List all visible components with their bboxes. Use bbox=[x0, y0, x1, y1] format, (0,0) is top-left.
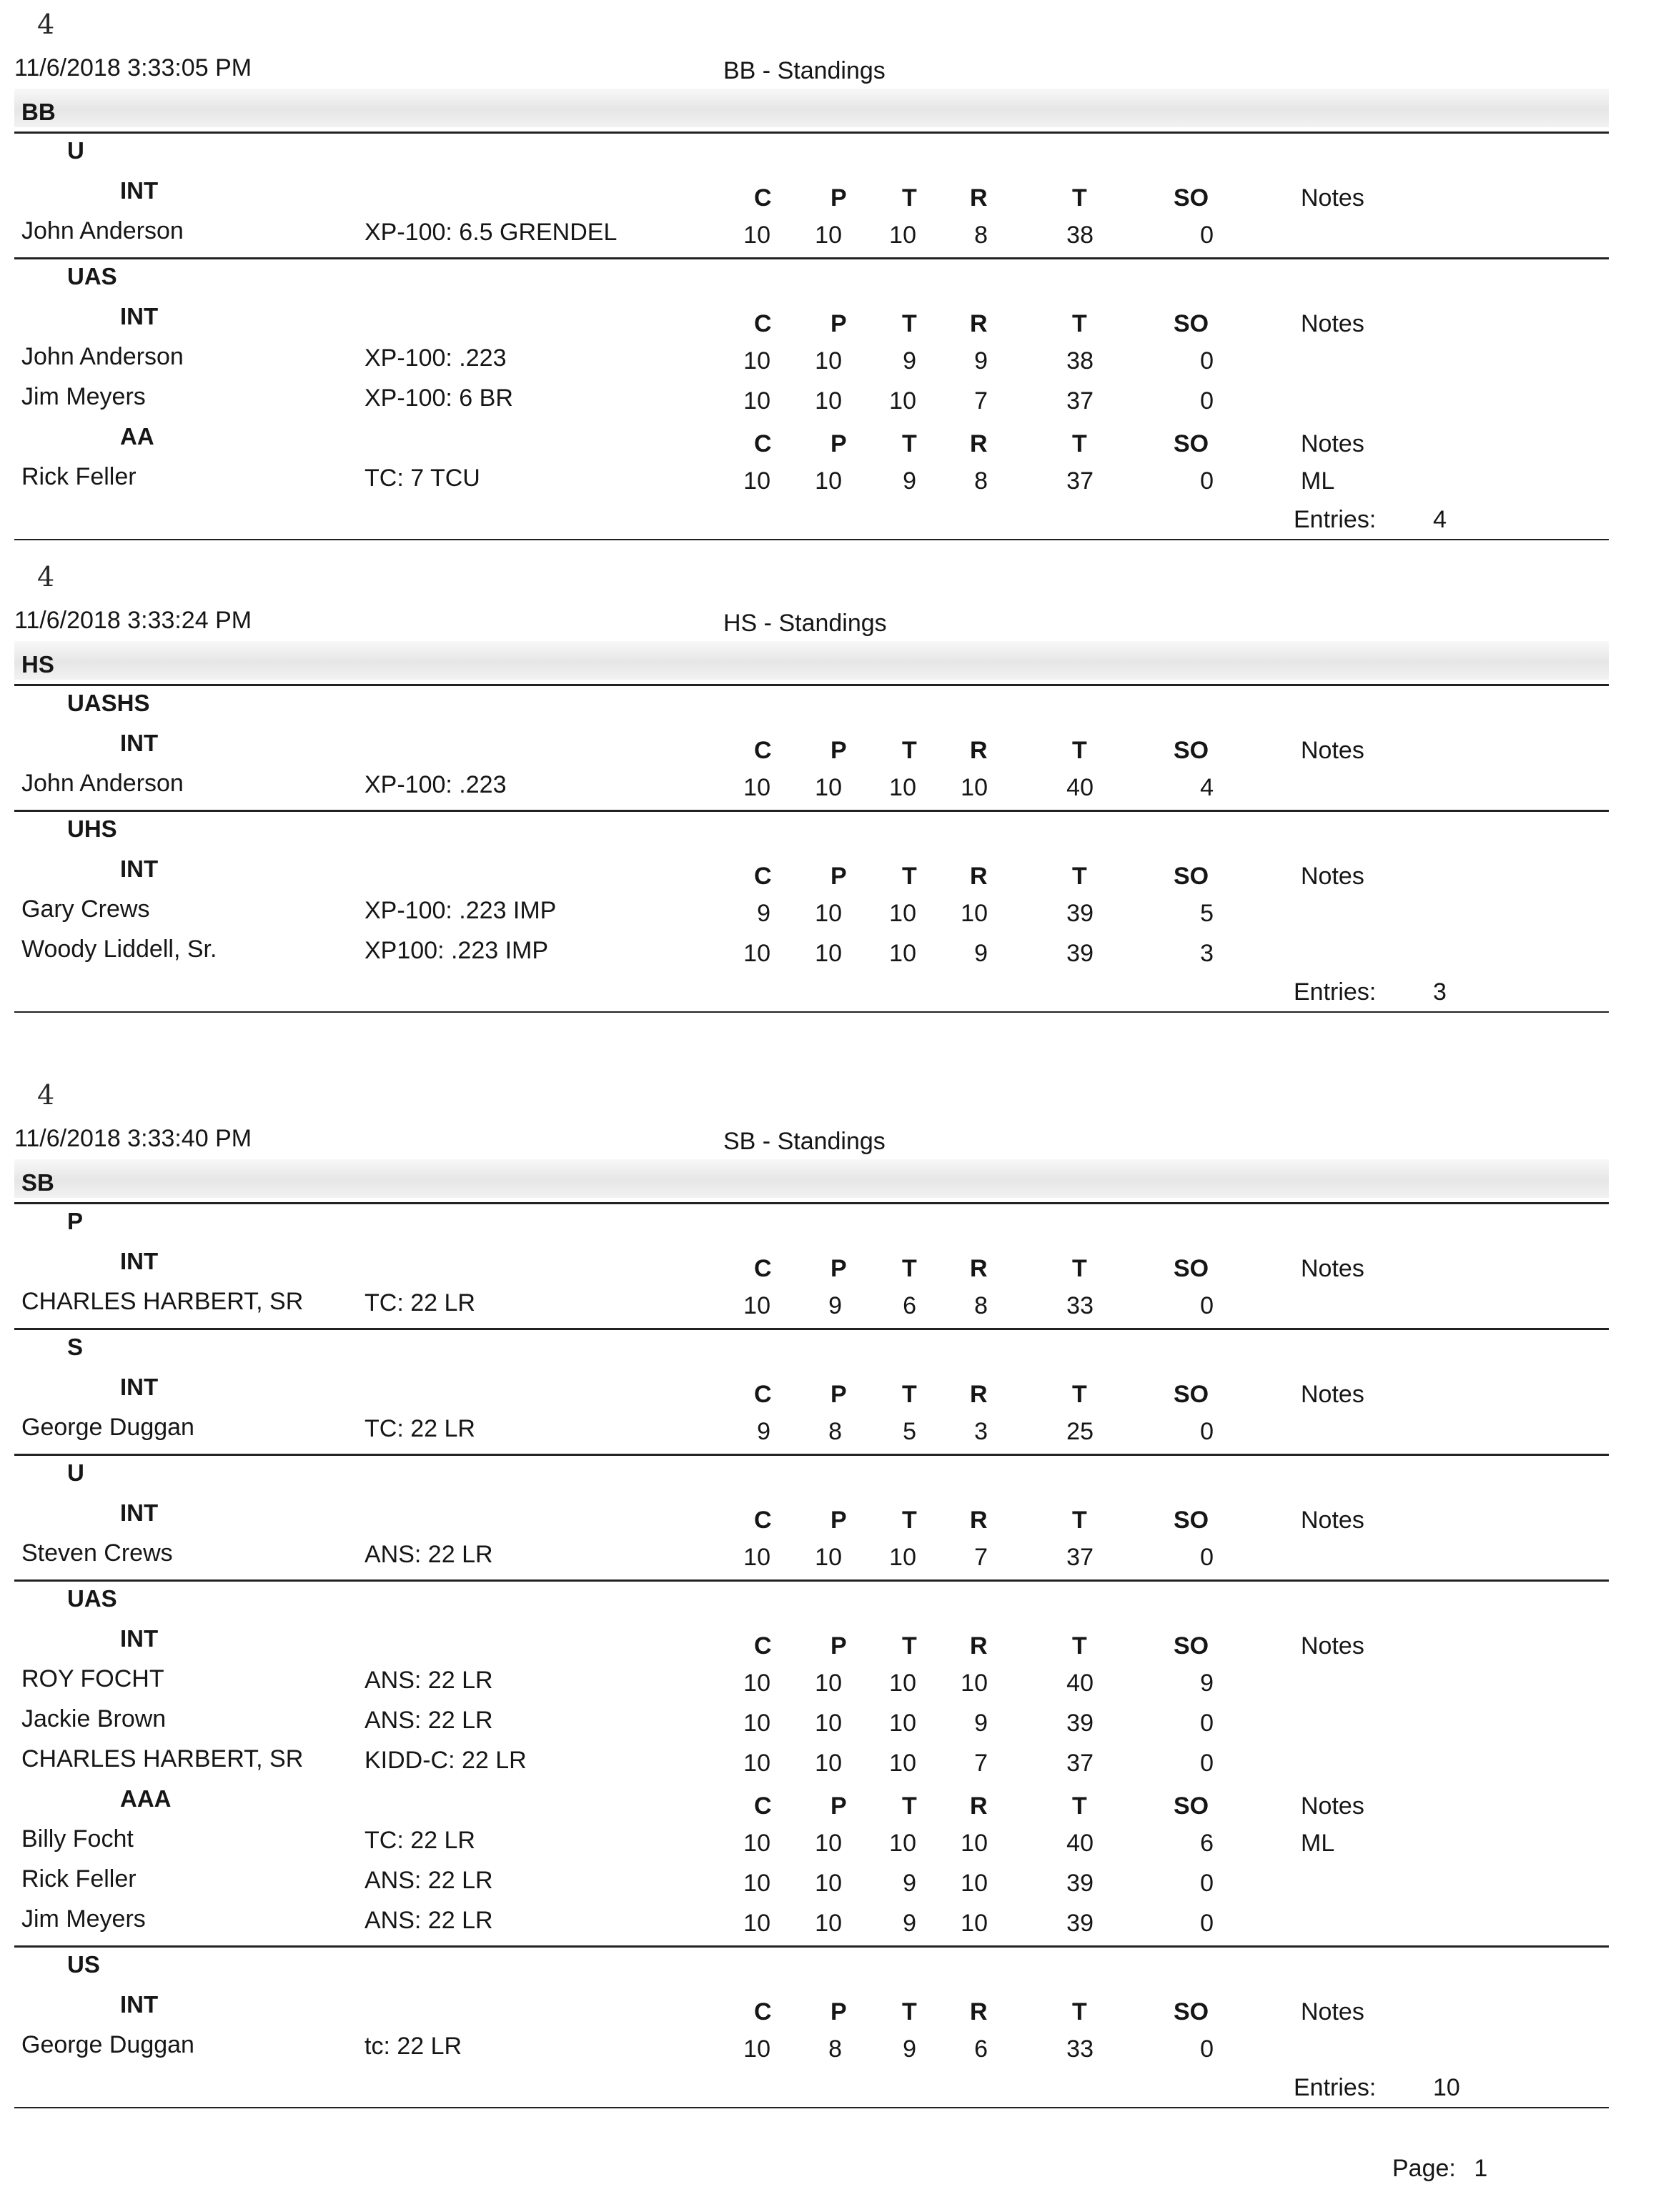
score-r: 9 bbox=[974, 347, 988, 375]
score-c: 10 bbox=[743, 1670, 770, 1697]
column-header-p: P bbox=[830, 184, 847, 212]
firearm: ANS: 22 LR bbox=[365, 1867, 493, 1894]
score-r: 10 bbox=[961, 774, 988, 801]
column-header-so: SO bbox=[1174, 1381, 1209, 1408]
report-title: HS - Standings bbox=[723, 610, 887, 637]
section-rule bbox=[14, 1945, 1609, 1948]
report-title: SB - Standings bbox=[723, 1128, 886, 1155]
score-c: 10 bbox=[743, 1870, 770, 1897]
score-t: 6 bbox=[903, 1292, 916, 1319]
score-so: 0 bbox=[1200, 1750, 1214, 1777]
shooter-name: Jim Meyers bbox=[21, 1905, 146, 1933]
score-p: 10 bbox=[815, 222, 842, 249]
score-r: 8 bbox=[974, 467, 988, 495]
class-label: AAA bbox=[120, 1785, 172, 1812]
score-so: 0 bbox=[1200, 467, 1214, 495]
column-header-t: T bbox=[902, 1381, 917, 1408]
score-so: 6 bbox=[1200, 1830, 1214, 1857]
column-header-r: R bbox=[970, 737, 988, 764]
score-total: 40 bbox=[1066, 774, 1094, 801]
score-so: 0 bbox=[1200, 1292, 1214, 1319]
column-header-so: SO bbox=[1174, 1792, 1209, 1820]
score-so: 0 bbox=[1200, 1544, 1214, 1571]
column-header-notes: Notes bbox=[1301, 1381, 1364, 1408]
standings-report bbox=[0, 1079, 1666, 2101]
score-p: 10 bbox=[815, 467, 842, 495]
column-header-c: C bbox=[754, 184, 772, 212]
score-so: 0 bbox=[1200, 387, 1214, 415]
score-r: 9 bbox=[974, 1710, 988, 1737]
score-total: 39 bbox=[1066, 1910, 1094, 1937]
score-t: 10 bbox=[889, 1670, 916, 1697]
section-rule bbox=[14, 1579, 1609, 1582]
column-header-total: T bbox=[1072, 1507, 1087, 1534]
subdivision-label: U bbox=[67, 137, 84, 164]
score-p: 10 bbox=[815, 940, 842, 967]
column-header-p: P bbox=[830, 430, 847, 457]
score-t: 10 bbox=[889, 1750, 916, 1777]
column-header-notes: Notes bbox=[1301, 1632, 1364, 1660]
shooter-name: CHARLES HARBERT, SR bbox=[21, 1288, 304, 1315]
score-t: 9 bbox=[903, 2035, 916, 2063]
column-header-notes: Notes bbox=[1301, 430, 1364, 457]
section-rule bbox=[14, 132, 1609, 134]
shooter-name: Rick Feller bbox=[21, 1865, 137, 1893]
column-header-c: C bbox=[754, 1507, 772, 1534]
score-total: 33 bbox=[1066, 2035, 1094, 2063]
shooter-name: Rick Feller bbox=[21, 463, 137, 490]
score-so: 4 bbox=[1200, 774, 1214, 801]
column-header-total: T bbox=[1072, 184, 1087, 212]
score-c: 9 bbox=[757, 900, 770, 927]
column-header-t: T bbox=[902, 1507, 917, 1534]
class-label: INT bbox=[120, 1625, 159, 1652]
column-header-so: SO bbox=[1174, 184, 1209, 212]
firearm: XP-100: 6 BR bbox=[365, 385, 513, 412]
class-label: INT bbox=[120, 730, 159, 756]
score-r: 10 bbox=[961, 900, 988, 927]
column-header-c: C bbox=[754, 863, 772, 890]
score-c: 10 bbox=[743, 1830, 770, 1857]
column-header-r: R bbox=[970, 430, 988, 457]
score-r: 8 bbox=[974, 1292, 988, 1319]
firearm: TC: 7 TCU bbox=[365, 465, 480, 492]
report-end-rule bbox=[14, 539, 1609, 540]
column-header-r: R bbox=[970, 1381, 988, 1408]
score-p: 10 bbox=[815, 774, 842, 801]
firearm: TC: 22 LR bbox=[365, 1289, 475, 1316]
column-header-t: T bbox=[902, 310, 917, 337]
column-header-c: C bbox=[754, 1255, 772, 1282]
column-header-so: SO bbox=[1174, 863, 1209, 890]
division-name: SB bbox=[21, 1169, 54, 1196]
score-c: 10 bbox=[743, 1750, 770, 1777]
score-p: 8 bbox=[828, 1418, 842, 1445]
score-total: 37 bbox=[1066, 467, 1094, 495]
column-header-p: P bbox=[830, 737, 847, 764]
score-so: 0 bbox=[1200, 347, 1214, 375]
report-timestamp: 11/6/2018 3:33:40 PM bbox=[14, 1125, 252, 1152]
column-header-r: R bbox=[970, 1255, 988, 1282]
entries-label: Entries: bbox=[1294, 978, 1377, 1006]
score-c: 10 bbox=[743, 1910, 770, 1937]
score-c: 10 bbox=[743, 1710, 770, 1737]
score-so: 9 bbox=[1200, 1670, 1214, 1697]
column-header-so: SO bbox=[1174, 310, 1209, 337]
score-p: 10 bbox=[815, 1830, 842, 1857]
score-t: 10 bbox=[889, 900, 916, 927]
column-header-so: SO bbox=[1174, 1632, 1209, 1660]
score-c: 10 bbox=[743, 2035, 770, 2063]
score-r: 7 bbox=[974, 1750, 988, 1777]
score-r: 6 bbox=[974, 2035, 988, 2063]
column-header-total: T bbox=[1072, 430, 1087, 457]
class-label: AA bbox=[120, 423, 154, 450]
score-p: 10 bbox=[815, 1544, 842, 1571]
column-header-total: T bbox=[1072, 1998, 1087, 2025]
column-header-p: P bbox=[830, 863, 847, 890]
column-header-p: P bbox=[830, 1998, 847, 2025]
section-rule bbox=[14, 810, 1609, 812]
shooter-name: Billy Focht bbox=[21, 1825, 134, 1853]
score-c: 9 bbox=[757, 1418, 770, 1445]
column-header-c: C bbox=[754, 1632, 772, 1660]
shooter-name: CHARLES HARBERT, SR bbox=[21, 1745, 304, 1772]
column-header-t: T bbox=[902, 184, 917, 212]
column-header-p: P bbox=[830, 310, 847, 337]
score-t: 9 bbox=[903, 1910, 916, 1937]
score-so: 3 bbox=[1200, 940, 1214, 967]
column-header-total: T bbox=[1072, 737, 1087, 764]
column-header-t: T bbox=[902, 737, 917, 764]
subdivision-label: UHS bbox=[67, 815, 117, 842]
division-band bbox=[14, 1159, 1609, 1198]
column-header-r: R bbox=[970, 863, 988, 890]
report-timestamp: 11/6/2018 3:33:05 PM bbox=[14, 54, 252, 81]
column-header-so: SO bbox=[1174, 737, 1209, 764]
score-total: 38 bbox=[1066, 347, 1094, 375]
firearm: ANS: 22 LR bbox=[365, 1707, 493, 1734]
score-total: 40 bbox=[1066, 1670, 1094, 1697]
section-rule bbox=[14, 684, 1609, 686]
subdivision-label: UASHS bbox=[67, 690, 150, 716]
column-header-t: T bbox=[902, 1632, 917, 1660]
firearm: TC: 22 LR bbox=[365, 1827, 475, 1854]
column-header-r: R bbox=[970, 184, 988, 212]
column-header-r: R bbox=[970, 1792, 988, 1820]
column-header-p: P bbox=[830, 1507, 847, 1534]
firearm: ANS: 22 LR bbox=[365, 1541, 493, 1568]
entries-count: 4 bbox=[1433, 506, 1447, 533]
column-header-c: C bbox=[754, 1792, 772, 1820]
section-rule bbox=[14, 257, 1609, 259]
column-header-notes: Notes bbox=[1301, 184, 1364, 212]
column-header-total: T bbox=[1072, 1632, 1087, 1660]
firearm: tc: 22 LR bbox=[365, 2033, 462, 2060]
column-header-t: T bbox=[902, 1998, 917, 2025]
score-so: 0 bbox=[1200, 1418, 1214, 1445]
handwritten-mark: 4 bbox=[37, 1079, 55, 1111]
score-t: 9 bbox=[903, 467, 916, 495]
division-band bbox=[14, 641, 1609, 680]
score-t: 10 bbox=[889, 940, 916, 967]
class-label: INT bbox=[120, 1374, 159, 1400]
shooter-name: Jim Meyers bbox=[21, 383, 146, 410]
score-total: 39 bbox=[1066, 1870, 1094, 1897]
section-rule bbox=[14, 1202, 1609, 1204]
shooter-name: Woody Liddell, Sr. bbox=[21, 936, 217, 963]
column-header-p: P bbox=[830, 1255, 847, 1282]
page-footer bbox=[1392, 2155, 1487, 2183]
score-total: 39 bbox=[1066, 1710, 1094, 1737]
column-header-notes: Notes bbox=[1301, 1792, 1364, 1820]
score-t: 5 bbox=[903, 1418, 916, 1445]
score-r: 8 bbox=[974, 222, 988, 249]
column-header-c: C bbox=[754, 430, 772, 457]
division-name: BB bbox=[21, 99, 56, 125]
column-header-total: T bbox=[1072, 310, 1087, 337]
entries-count: 3 bbox=[1433, 978, 1447, 1006]
subdivision-label: P bbox=[67, 1208, 84, 1234]
firearm: TC: 22 LR bbox=[365, 1415, 475, 1442]
score-total: 25 bbox=[1066, 1418, 1094, 1445]
score-p: 8 bbox=[828, 2035, 842, 2063]
score-c: 10 bbox=[743, 940, 770, 967]
score-so: 0 bbox=[1200, 1910, 1214, 1937]
score-t: 10 bbox=[889, 1544, 916, 1571]
column-header-so: SO bbox=[1174, 1255, 1209, 1282]
score-so: 0 bbox=[1200, 1710, 1214, 1737]
column-header-p: P bbox=[830, 1792, 847, 1820]
score-r: 10 bbox=[961, 1910, 988, 1937]
shooter-name: John Anderson bbox=[21, 770, 184, 797]
column-header-r: R bbox=[970, 1998, 988, 2025]
column-header-so: SO bbox=[1174, 1507, 1209, 1534]
entries-label: Entries: bbox=[1294, 506, 1377, 533]
standings-report bbox=[0, 561, 1666, 1076]
column-header-p: P bbox=[830, 1632, 847, 1660]
score-c: 10 bbox=[743, 774, 770, 801]
report-timestamp: 11/6/2018 3:33:24 PM bbox=[14, 607, 252, 634]
score-t: 10 bbox=[889, 1710, 916, 1737]
firearm: XP-100: .223 bbox=[365, 344, 507, 372]
handwritten-mark: 4 bbox=[37, 561, 55, 592]
column-header-t: T bbox=[902, 1255, 917, 1282]
score-t: 10 bbox=[889, 387, 916, 415]
score-p: 10 bbox=[815, 1870, 842, 1897]
section-rule bbox=[14, 1328, 1609, 1330]
section-rule bbox=[14, 1454, 1609, 1456]
score-t: 10 bbox=[889, 1830, 916, 1857]
page-number: 1 bbox=[1474, 2155, 1488, 2182]
subdivision-label: U bbox=[67, 1459, 84, 1486]
firearm: KIDD-C: 22 LR bbox=[365, 1747, 527, 1774]
report-title: BB - Standings bbox=[723, 57, 886, 84]
score-p: 10 bbox=[815, 900, 842, 927]
class-label: INT bbox=[120, 177, 159, 204]
firearm: XP-100: .223 IMP bbox=[365, 897, 557, 924]
score-t: 10 bbox=[889, 222, 916, 249]
score-p: 10 bbox=[815, 1750, 842, 1777]
shooter-name: Steven Crews bbox=[21, 1539, 173, 1567]
score-p: 10 bbox=[815, 1670, 842, 1697]
score-r: 10 bbox=[961, 1670, 988, 1697]
subdivision-label: UAS bbox=[67, 263, 117, 289]
column-header-c: C bbox=[754, 310, 772, 337]
note-value: ML bbox=[1301, 1830, 1335, 1857]
column-header-r: R bbox=[970, 310, 988, 337]
column-header-r: R bbox=[970, 1507, 988, 1534]
shooter-name: George Duggan bbox=[21, 1414, 194, 1441]
score-r: 10 bbox=[961, 1830, 988, 1857]
shooter-name: Gary Crews bbox=[21, 896, 150, 923]
report-end-rule bbox=[14, 1011, 1609, 1013]
subdivision-label: UAS bbox=[67, 1585, 117, 1612]
shooter-name: John Anderson bbox=[21, 217, 184, 244]
score-total: 38 bbox=[1066, 222, 1094, 249]
shooter-name: ROY FOCHT bbox=[21, 1665, 164, 1692]
column-header-notes: Notes bbox=[1301, 1998, 1364, 2025]
firearm: XP-100: .223 bbox=[365, 771, 507, 798]
score-c: 10 bbox=[743, 347, 770, 375]
column-header-c: C bbox=[754, 737, 772, 764]
handwritten-mark: 4 bbox=[37, 9, 55, 40]
score-so: 0 bbox=[1200, 1870, 1214, 1897]
score-p: 10 bbox=[815, 1910, 842, 1937]
score-total: 37 bbox=[1066, 387, 1094, 415]
shooter-name: George Duggan bbox=[21, 2031, 194, 2058]
firearm: ANS: 22 LR bbox=[365, 1907, 493, 1934]
score-so: 0 bbox=[1200, 222, 1214, 249]
score-r: 7 bbox=[974, 1544, 988, 1571]
column-header-total: T bbox=[1072, 1381, 1087, 1408]
score-total: 40 bbox=[1066, 1830, 1094, 1857]
score-t: 9 bbox=[903, 347, 916, 375]
score-r: 3 bbox=[974, 1418, 988, 1445]
column-header-t: T bbox=[902, 430, 917, 457]
score-p: 9 bbox=[828, 1292, 842, 1319]
score-t: 9 bbox=[903, 1870, 916, 1897]
column-header-notes: Notes bbox=[1301, 1255, 1364, 1282]
division-band bbox=[14, 89, 1609, 127]
subdivision-label: S bbox=[67, 1334, 84, 1360]
column-header-total: T bbox=[1072, 863, 1087, 890]
score-c: 10 bbox=[743, 467, 770, 495]
column-header-p: P bbox=[830, 1381, 847, 1408]
class-label: INT bbox=[120, 1499, 159, 1526]
column-header-notes: Notes bbox=[1301, 310, 1364, 337]
shooter-name: John Anderson bbox=[21, 343, 184, 370]
firearm: ANS: 22 LR bbox=[365, 1667, 493, 1694]
column-header-c: C bbox=[754, 1381, 772, 1408]
column-header-notes: Notes bbox=[1301, 737, 1364, 764]
score-so: 5 bbox=[1200, 900, 1214, 927]
score-c: 10 bbox=[743, 1292, 770, 1319]
shooter-name: Jackie Brown bbox=[21, 1705, 167, 1732]
score-total: 37 bbox=[1066, 1544, 1094, 1571]
division-name: HS bbox=[21, 651, 54, 678]
column-header-total: T bbox=[1072, 1792, 1087, 1820]
class-label: INT bbox=[120, 855, 159, 882]
score-so: 0 bbox=[1200, 2035, 1214, 2063]
column-header-t: T bbox=[902, 1792, 917, 1820]
column-header-notes: Notes bbox=[1301, 1507, 1364, 1534]
score-c: 10 bbox=[743, 1544, 770, 1571]
class-label: INT bbox=[120, 1248, 159, 1274]
column-header-so: SO bbox=[1174, 430, 1209, 457]
score-total: 39 bbox=[1066, 900, 1094, 927]
entries-count: 10 bbox=[1433, 2074, 1460, 2101]
report-end-rule bbox=[14, 2107, 1609, 2108]
score-c: 10 bbox=[743, 387, 770, 415]
standings-report bbox=[0, 9, 1666, 533]
column-header-so: SO bbox=[1174, 1998, 1209, 2025]
page-label: Page: bbox=[1392, 2155, 1456, 2182]
score-p: 10 bbox=[815, 1710, 842, 1737]
score-r: 7 bbox=[974, 387, 988, 415]
column-header-c: C bbox=[754, 1998, 772, 2025]
class-label: INT bbox=[120, 303, 159, 329]
score-total: 33 bbox=[1066, 1292, 1094, 1319]
firearm: XP-100: 6.5 GRENDEL bbox=[365, 219, 618, 246]
score-r: 10 bbox=[961, 1870, 988, 1897]
score-p: 10 bbox=[815, 347, 842, 375]
column-header-total: T bbox=[1072, 1255, 1087, 1282]
column-header-notes: Notes bbox=[1301, 863, 1364, 890]
column-header-t: T bbox=[902, 863, 917, 890]
firearm: XP100: .223 IMP bbox=[365, 937, 549, 964]
class-label: INT bbox=[120, 1991, 159, 2018]
score-r: 9 bbox=[974, 940, 988, 967]
entries-label: Entries: bbox=[1294, 2074, 1377, 2101]
score-total: 37 bbox=[1066, 1750, 1094, 1777]
score-c: 10 bbox=[743, 222, 770, 249]
note-value: ML bbox=[1301, 467, 1335, 495]
column-header-r: R bbox=[970, 1632, 988, 1660]
score-p: 10 bbox=[815, 387, 842, 415]
score-t: 10 bbox=[889, 774, 916, 801]
subdivision-label: US bbox=[67, 1951, 100, 1978]
score-total: 39 bbox=[1066, 940, 1094, 967]
